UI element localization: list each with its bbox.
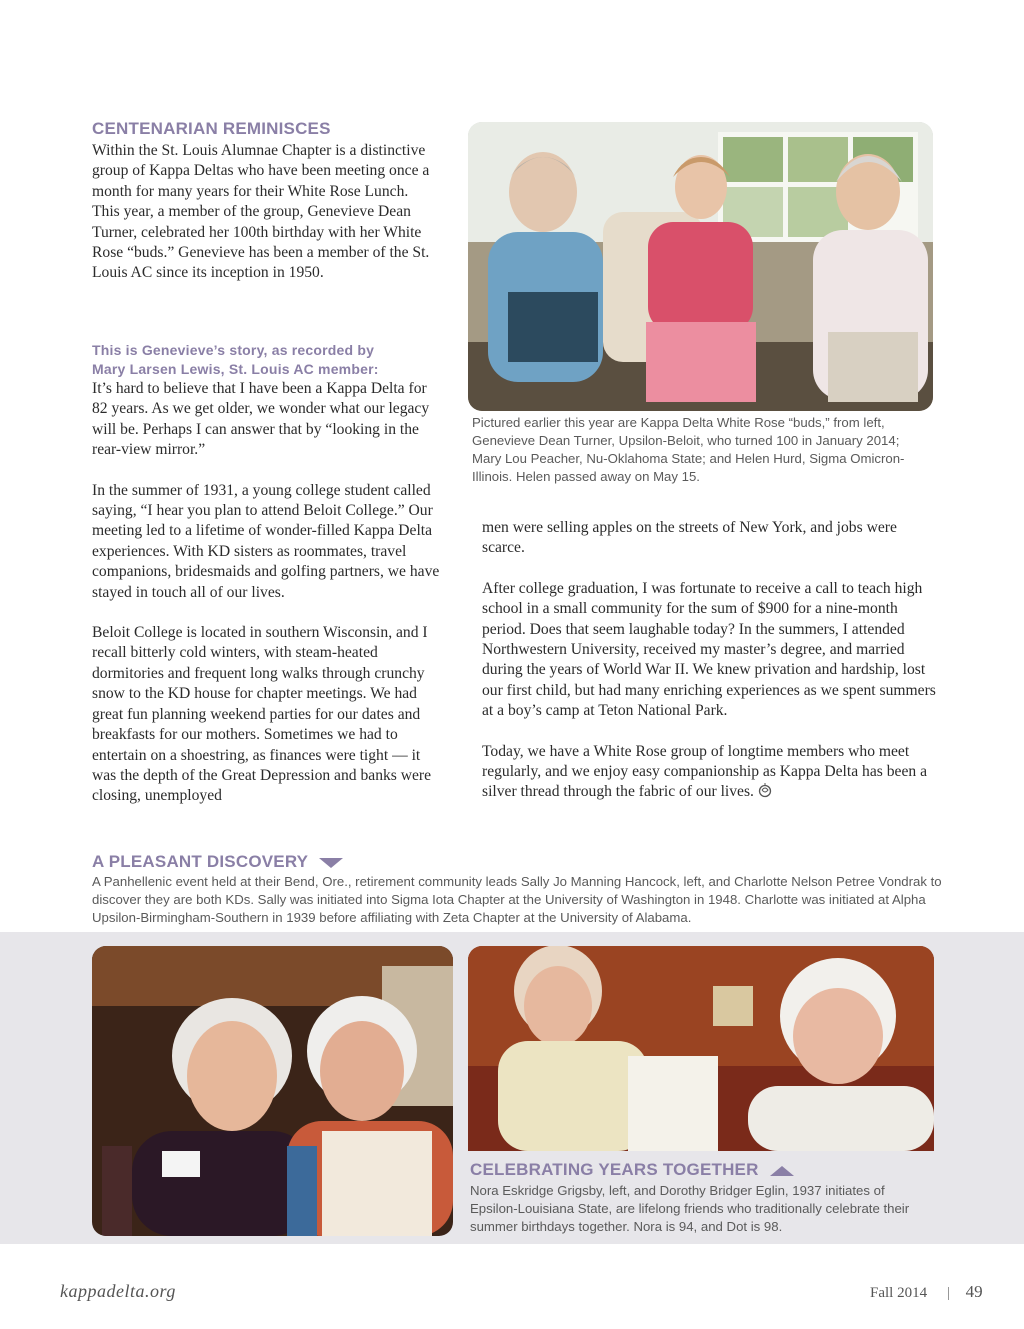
celebrating-years-heading [470,1160,794,1180]
heading-text: A PLEASANT DISCOVERY [92,852,308,871]
footer-issue-page [870,1282,983,1302]
triangle-down-icon [319,858,343,868]
story-paragraph: It’s hard to believe that I have been a Kappa Delta for 82 years. As we get older, we wonder what our legacy will be. Perhaps I can answer that by “looking in the rear-view mirror.” [92,380,430,459]
story-column-left [92,379,442,807]
story-column-right [482,518,937,806]
subheading-line: Mary Larsen Lewis, St. Louis AC member: [92,361,379,377]
article-intro [92,141,437,284]
story-subheading [92,341,437,379]
intro-paragraph: Within the St. Louis Alumnae Chapter is a distinctive group of Kappa Deltas who have been meeting once a month for many years for their White Rose Lunch. This year, a member of the group, Genevieve Dean Turner, celebrated her 100th birthday with her White Rose “buds.” Genevieve has been a member of the St. Louis AC since its inception in 1950. [92,142,430,282]
story-paragraph: After college graduation, I was fortunate to receive a call to teach high school in a small community for the sum of $900 for a nine-month period. Does that seem laughable today? In the summers, I attended Northwestern University, received my master’s degree, and married during the years of World War II. We knew privation and hardship, lost our first child, but had many enriching experiences as we spent summers at a boy’s camp at Teton National Park. [482,579,936,720]
footer-separator: | [946,1285,950,1301]
photo-illustration [468,946,934,1151]
story-paragraph: men were selling apples on the streets of New York, and jobs were scarce. [482,519,897,557]
closing-text: Today, we have a White Rose group of longtime members who meet regularly, and we enjoy easy companionship as Kappa Delta has been a silver thread through the fabric of our lives. [482,742,927,801]
story-paragraph: In the summer of 1931, a young college student called saying, “I hear you plan to attend Beloit College.” Our meeting led to a lifetime of wonder-filled Kappa Delta experiences. With KD sisters as roommates, travel companions, bridesmaids and golfing partners, we have stayed in touch all of our lives. [92,481,440,601]
pleasant-discovery-photo [92,946,453,1236]
subheading-line: This is Genevieve’s story, as recorded by [92,342,375,358]
celebrating-years-caption: Nora Eskridge Grigsby, left, and Dorothy Bridger Eglin, 1937 initiates of Epsilon-Louisiana State, are lifelong friends who traditionally celebrate their summer birthdays together. Nora is 94, and Dot is 98. [470,1183,910,1234]
story-paragraph: Beloit College is located in southern Wisconsin, and I recall bitterly cold winters, with steam-heated dormitories and frequent long walks through crunchy snow to the KD house for chapter meetings. We had great fun planning weekend parties for our dates and breakfasts for our mothers. Sometimes we had to entertain on a shoestring, as finances were tight — it was the depth of the Great Depression and banks were closing, unemployed [92,624,432,805]
celebrating-years-photo [468,946,934,1151]
footer-issue: Fall 2014 [870,1285,928,1301]
pleasant-discovery-caption: A Panhellenic event held at their Bend, Ore., retirement community leads Sally Jo Manning Hancock, left, and Charlotte Nelson Petree Vondrak to discover they are both KDs. Sally was initiated into Sigma Iota Chapter at the University of Washington in 1948. Charlotte was initiated at Alpha Upsilon-Birmingham-Southern in 1939 before affiliating with Zeta Chapter at the University of Alabama. [92,874,942,925]
article-heading: CENTENARIAN REMINISCES [92,119,331,138]
photo-caption: Pictured earlier this year are Kappa Delta White Rose “buds,” from left, Genevieve Dean Turner, Upsilon-Beloit, who turned 100 in January 2014; Mary Lou Peacher, Nu-Oklahoma State; and Helen Hurd, Sigma Omicron-Illinois. Helen passed away on May 15. [472,415,905,484]
end-mark-icon [758,783,772,805]
footer-site: kappadelta.org [60,1281,176,1301]
story-paragraph [482,742,937,806]
white-rose-buds-photo [468,122,933,411]
triangle-up-icon [770,1166,794,1176]
page-number: 49 [965,1282,983,1301]
photo-illustration [92,946,453,1236]
photo-illustration [468,122,933,411]
pleasant-discovery-heading [92,852,343,872]
heading-text: CELEBRATING YEARS TOGETHER [470,1160,759,1179]
